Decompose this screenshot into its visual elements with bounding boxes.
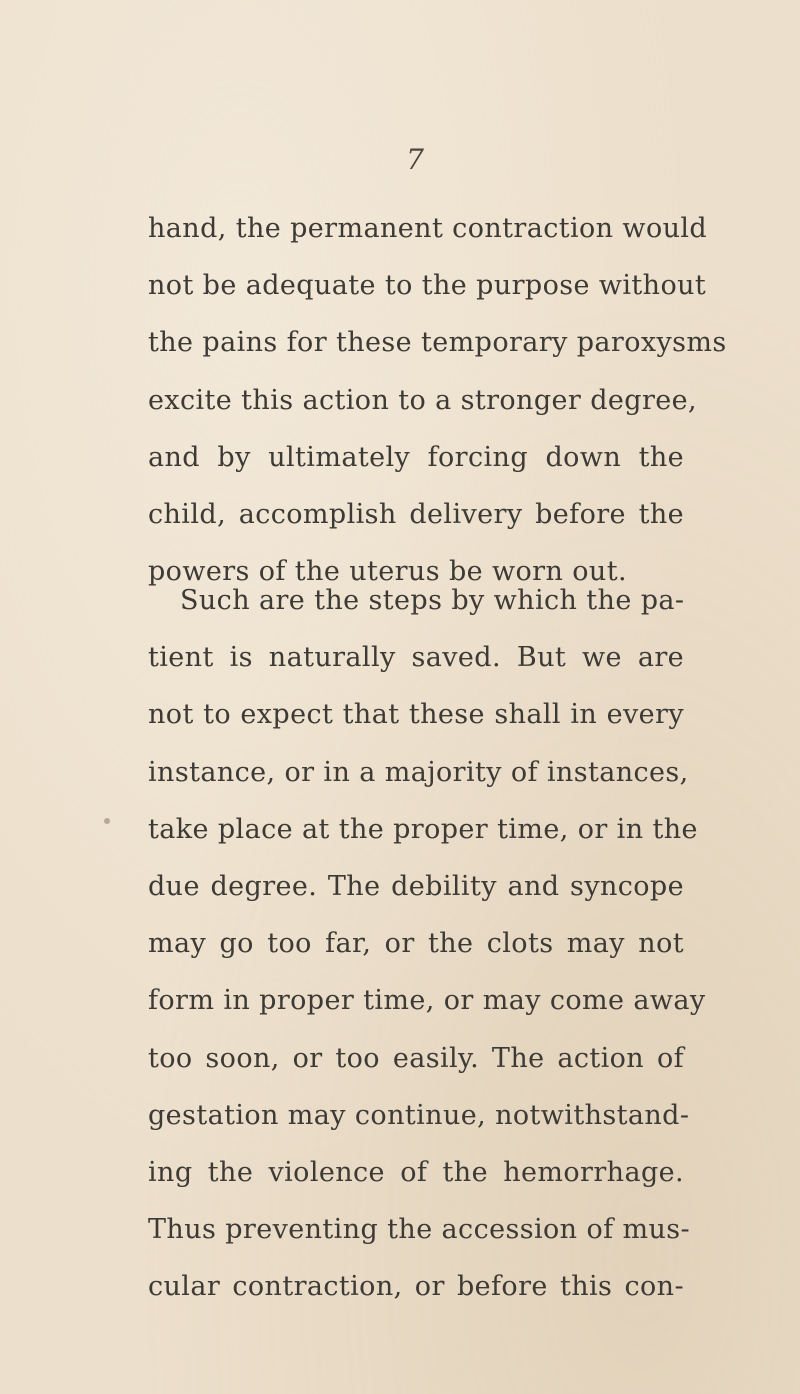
text-line: too soon, or too easily. The action of xyxy=(148,1042,684,1074)
text-line: take place at the proper time, or in the xyxy=(148,813,698,845)
text-line: Such are the steps by which the pa- xyxy=(180,585,685,616)
text-line: the pains for these temporary paroxysms xyxy=(148,327,727,359)
text-line: excite this action to a stronger degree, xyxy=(148,384,697,416)
text-line: form in proper time, or may come away xyxy=(148,985,706,1017)
text-line: and by ultimately forcing down the xyxy=(148,441,684,473)
text-line: cular contraction, or before this con- xyxy=(148,1271,684,1303)
text-line: tient is naturally saved. But we are xyxy=(148,642,684,674)
text-line: ing the violence of the hemorrhage. xyxy=(148,1156,684,1188)
text-line: instance, or in a majority of instances, xyxy=(148,756,689,788)
text-line: not be adequate to the purpose without xyxy=(148,270,707,302)
paragraph-1 xyxy=(148,200,727,600)
paper-speck xyxy=(104,818,110,824)
paragraph-2 xyxy=(148,572,706,1315)
text-line: powers of the uterus be worn out. xyxy=(148,556,627,588)
text-line: hand, the permanent contraction would xyxy=(148,213,708,244)
text-line: not to expect that these shall in every xyxy=(148,699,684,731)
text-line: child, accomplish delivery before the xyxy=(148,498,684,530)
text-line: may go too far, or the clots may not xyxy=(148,928,684,960)
text-line: Thus preventing the accession of mus- xyxy=(148,1214,691,1246)
text-line: gestation may continue, notwithstand- xyxy=(148,1099,690,1131)
text-line: due degree. The debility and syncope xyxy=(148,870,684,902)
page-number: 7 xyxy=(406,143,424,176)
